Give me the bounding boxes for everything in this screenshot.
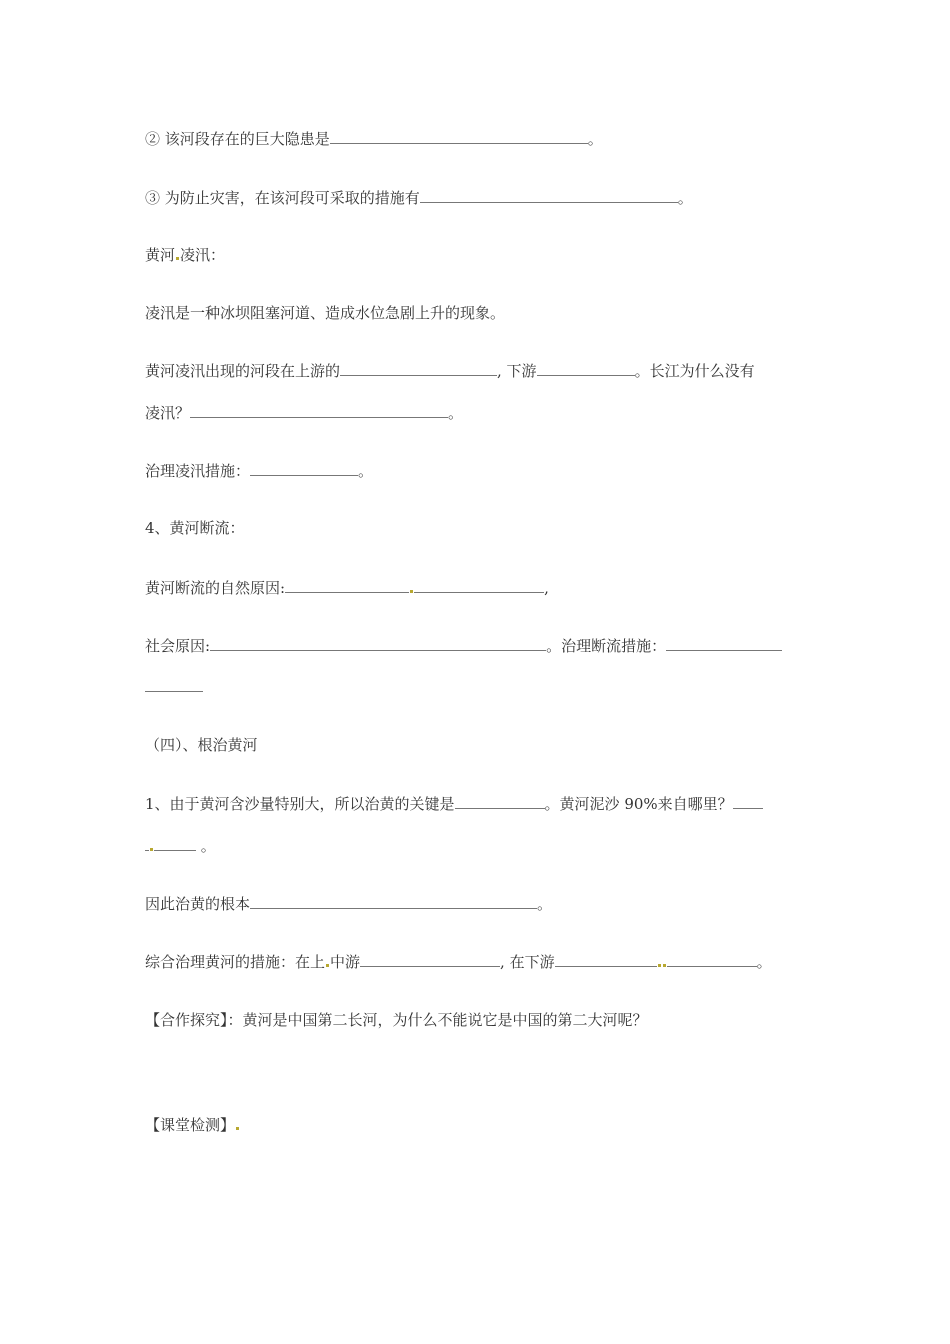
answer-blank[interactable]	[145, 835, 149, 851]
answer-blank[interactable]	[210, 635, 546, 651]
question-text: 凌汛？	[145, 404, 191, 422]
answer-blank[interactable]	[190, 402, 448, 418]
question-text: 。治理断流措施：	[546, 637, 667, 655]
answer-blank[interactable]	[666, 635, 782, 651]
answer-blank[interactable]	[667, 951, 757, 967]
question-text: 中游	[330, 953, 361, 971]
heading-part: 黄河	[145, 246, 176, 264]
question-2-text: ② 该河段存在的巨大隐患是	[145, 130, 330, 148]
stray-mark	[236, 1127, 239, 1130]
answer-blank[interactable]	[330, 128, 588, 144]
natural-cause-line	[145, 577, 549, 598]
question-2-line	[145, 128, 603, 149]
definition-text: 凌汛是一种冰坝阻塞河道、造成水位急剧上升的现象。	[145, 304, 506, 322]
ice-flood-heading	[145, 245, 225, 265]
answer-blank[interactable]	[154, 835, 196, 851]
question-3-line	[145, 187, 693, 208]
heading-text: 【课堂检测】	[145, 1116, 236, 1134]
question-text: 治理凌汛措施：	[145, 462, 251, 480]
question-text: 1、由于黄河含沙量特别大，所以治黄的关键是	[145, 795, 455, 813]
inquiry-text: 【合作探究】：黄河是中国第二长河，为什么不能说它是中国的第二大河呢？	[145, 1011, 648, 1029]
answer-blank[interactable]	[250, 893, 537, 909]
question-text: 黄河断流的自然原因:	[145, 579, 286, 597]
question-text: 因此治黄的根本	[145, 895, 251, 913]
period: 。	[200, 837, 216, 855]
ice-flood-definition	[145, 303, 505, 323]
answer-blank[interactable]	[360, 951, 500, 967]
period: 。	[756, 953, 772, 971]
period: 。	[537, 895, 553, 913]
answer-blank[interactable]	[420, 187, 678, 203]
ice-flood-measures	[145, 460, 373, 481]
question-1-line-cont	[145, 835, 216, 856]
measures-line	[145, 951, 772, 972]
answer-blank[interactable]	[414, 577, 544, 593]
question-text: , 下游	[497, 362, 537, 380]
ice-flood-question	[145, 360, 755, 381]
stray-mark	[326, 964, 329, 967]
period: 。	[358, 462, 374, 480]
question-text: 社会原因:	[145, 637, 211, 655]
period: 。	[448, 404, 464, 422]
answer-blank[interactable]	[340, 360, 497, 376]
social-cause-line-cont	[145, 676, 203, 697]
question-text: 综合治理黄河的措施：在上	[145, 953, 326, 971]
question-3-text: ③ 为防止灾害，在该河段可采取的措施有	[145, 189, 420, 207]
stray-mark	[658, 964, 661, 967]
stray-mark	[410, 590, 413, 593]
answer-blank[interactable]	[455, 793, 545, 809]
stray-mark	[150, 848, 153, 851]
heading-text: 4、黄河断流：	[145, 519, 245, 537]
period: 。	[677, 189, 693, 207]
question-text: 。长江为什么没有	[634, 362, 755, 380]
question-text: , 在下游	[500, 953, 555, 971]
heading-part: 凌汛：	[180, 246, 226, 264]
section-4b-heading	[145, 735, 258, 755]
comma: ,	[544, 579, 549, 597]
answer-blank[interactable]	[250, 460, 358, 476]
question-1-line	[145, 793, 763, 814]
social-cause-line	[145, 635, 782, 656]
answer-blank[interactable]	[145, 676, 203, 692]
ice-flood-question-cont	[145, 402, 463, 423]
answer-blank[interactable]	[285, 577, 409, 593]
period: 。	[587, 130, 603, 148]
stray-mark	[663, 964, 666, 967]
answer-blank[interactable]	[555, 951, 657, 967]
classroom-test-heading	[145, 1115, 240, 1135]
section-4-heading	[145, 518, 245, 538]
heading-text: （四）、根治黄河	[145, 736, 258, 754]
answer-blank[interactable]	[733, 793, 763, 809]
stray-mark	[176, 257, 179, 260]
root-cause-line	[145, 893, 552, 914]
cooperative-inquiry-line	[145, 1010, 648, 1030]
answer-blank[interactable]	[537, 360, 635, 376]
question-text: 。黄河泥沙 90%来自哪里？	[544, 795, 733, 813]
question-text: 黄河凌汛出现的河段在上游的	[145, 362, 341, 380]
